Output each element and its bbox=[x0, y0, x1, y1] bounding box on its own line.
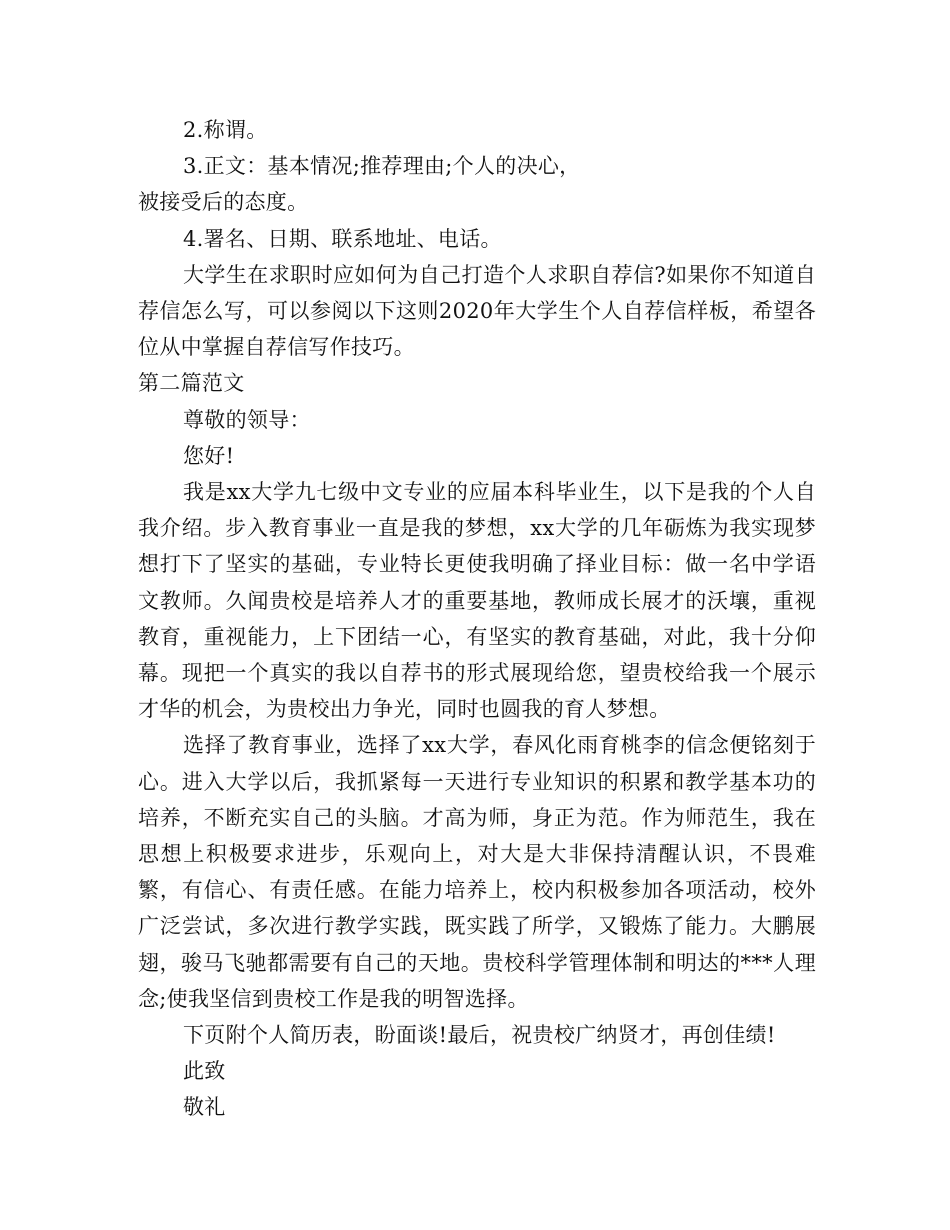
letter-salutation: 尊敬的领导： bbox=[183, 407, 311, 432]
body-paragraph-qualifications: 选择了教育事业，选择了xx大学，春风化雨育桃李的信念便铭刻于心。进入大学以后，我抓紧每一天进行专业知识的积累和教学基本功的培养，不断充实自己的头脑。才高为师，身正为范。作为师范生，我在思想上积极要求进步，乐观向上，对大是大非保持清醒认识，不畏难繁，有信心、有责任感。在能力培养上，校内积极参加各项活动，校外广泛尝试，多次进行教学实践，既实践了所学，又锻炼了能力。大鹏展翅，骏马飞驰都需要有自己的天地。贵校科学管理体制和明达的***人理念;使我坚信到贵校工作是我的明智选择。 bbox=[138, 733, 816, 1011]
list-item-salutation-rule: 2.称谓。 bbox=[183, 118, 268, 142]
intro-paragraph: 大学生在求职时应如何为自己打造个人求职自荐信?如果你不知道自荐信怎么写，可以参阅以下这则2020年大学生个人自荐信样板，希望各位从中掌握自荐信写作技巧。 bbox=[138, 262, 816, 360]
body-paragraph-closing-request: 下页附个人简历表，盼面谈!最后，祝贵校广纳贤才，再创佳绩! bbox=[183, 1023, 776, 1048]
body-paragraph-introduction: 我是xx大学九七级中文专业的应届本科毕业生，以下是我的个人自我介绍。步入教育事业一直是我的梦想，xx大学的几年砺炼为我实现梦想打下了坚实的基础，专业特长更使我明确了择业目标：做一名中学语文教师。久闻贵校是培养人才的重要基地，教师成长展才的沃壤，重视教育，重视能力，上下团结一心，有坚实的教育基础，对此，我十分仰幕。现把一个真实的我以自荐书的形式展现给您，望贵校给我一个展示才华的机会，为贵校出力争光，同时也圆我的育人梦想。 bbox=[138, 480, 816, 722]
list-item-body-rule: 3.正文：基本情况;推荐理由;个人的决心， bbox=[183, 154, 581, 179]
letter-closing-2: 敬礼 bbox=[183, 1095, 226, 1120]
document-body bbox=[138, 112, 816, 1126]
section-heading: 第二篇范文 bbox=[138, 371, 245, 396]
letter-closing-1: 此致 bbox=[183, 1059, 226, 1084]
list-item-signature-rule: 4.署名、日期、联系地址、电话。 bbox=[183, 226, 502, 251]
letter-greeting: 您好! bbox=[183, 443, 235, 468]
list-item-body-rule-continued: 被接受后的态度。 bbox=[138, 190, 309, 215]
